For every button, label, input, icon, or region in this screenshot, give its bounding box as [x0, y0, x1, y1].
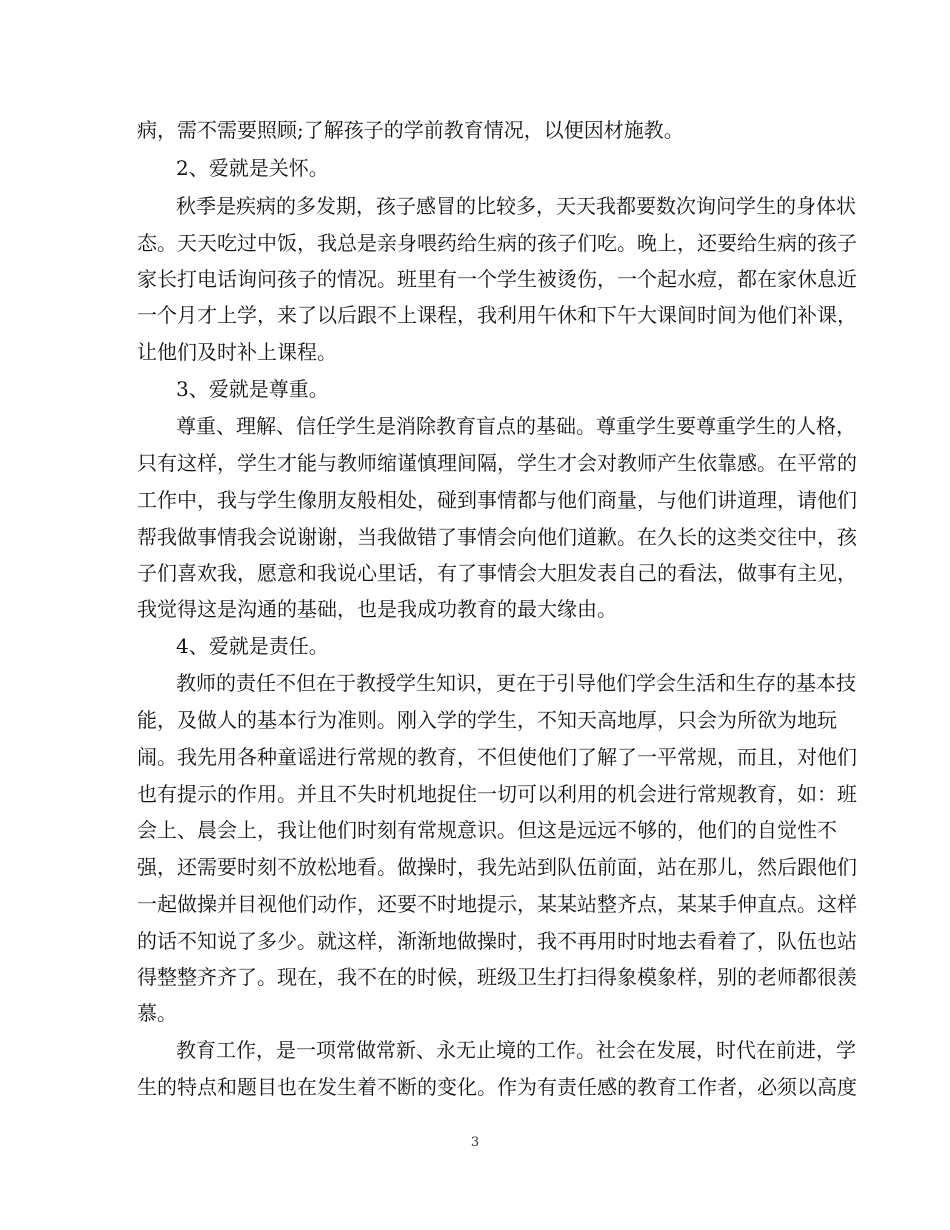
text-line: 闹。我先用各种童谣进行常规的教育，不但使他们了解了一平常规，而且，对他们	[137, 745, 857, 769]
page-number: 3	[470, 1135, 480, 1150]
text-line: 家长打电话询问孩子的情况。班里有一个学生被烫伤，一个起水痘，都在家休息近	[137, 267, 857, 291]
text-line: 的话不知说了多少。就这样，渐渐地做操时，我不再用时时地去看着了，队伍也站	[137, 929, 857, 953]
text-line: 只有这样，学生才能与教师缩谨慎理间隔，学生才会对教师产生依靠感。在平常的	[137, 451, 857, 475]
text-line: 会上、晨会上，我让他们时刻有常规意识。但这是远远不够的，他们的自觉性不	[137, 818, 837, 842]
text-line: 生的特点和题目也在发生着不断的变化。作为有责任感的教育工作者，必须以高度	[137, 1075, 857, 1099]
text-line: 强，还需要时刻不放松地看。做操时，我先站到队伍前面，站在那儿，然后跟他们	[137, 855, 857, 879]
text-line: 子们喜欢我，愿意和我说心里话，有了事情会大胆发表自己的看法，做事有主见，	[137, 561, 857, 585]
text-line: 工作中，我与学生像朋友般相处，碰到事情都与他们商量，与他们讲道理，请他们	[137, 488, 857, 512]
text-line: 秋季是疾病的多发期，孩子感冒的比较多，天天我都要数次询问学生的身体状	[176, 194, 856, 218]
text-line: 能，及做人的基本行为准则。刚入学的学生，不知天高地厚，只会为所欲为地玩	[137, 708, 837, 732]
section-heading: 2、爱就是关怀。	[176, 156, 329, 180]
text-line: 帮我做事情我会说谢谢，当我做错了事情会向他们道歉。在久长的这类交往中，孩	[137, 525, 857, 549]
text-line: 一起做操并目视他们动作，还要不时地提示，某某站整齐点，某某手伸直点。这样	[137, 892, 857, 916]
text-line: 也有提示的作用。并且不失时机地捉住一切可以利用的机会进行常规教育，如：班	[137, 782, 857, 806]
text-line: 得整整齐齐了。现在，我不在的时候，班级卫生打扫得象模象样，别的老师都很羡	[137, 965, 857, 989]
text-line: 让他们及时补上课程。	[137, 340, 337, 364]
text-line: 教师的责任不但在于教授学生知识，更在于引导他们学会生活和生存的基本技	[176, 671, 856, 695]
section-heading: 3、爱就是尊重。	[176, 377, 329, 401]
text-line: 一个月才上学，来了以后跟不上课程，我利用午休和下午大课间时间为他们补课，	[137, 303, 857, 327]
text-line: 教育工作，是一项常做常新、永无止境的工作。社会在发展，时代在前进，学	[176, 1038, 856, 1062]
text-line: 尊重、理解、信任学生是消除教育盲点的基础。尊重学生要尊重学生的人格，	[176, 414, 856, 438]
section-heading: 4、爱就是责任。	[176, 634, 329, 658]
text-line: 我觉得这是沟通的基础，也是我成功教育的最大缘由。	[137, 597, 617, 621]
text-line: 慕。	[137, 1001, 177, 1025]
text-line: 病，需不需要照顾;了解孩子的学前教育情况，以便因材施教。	[137, 118, 684, 142]
text-line: 态。天天吃过中饭，我总是亲身喂药给生病的孩子们吃。晚上，还要给生病的孩子	[137, 231, 857, 255]
